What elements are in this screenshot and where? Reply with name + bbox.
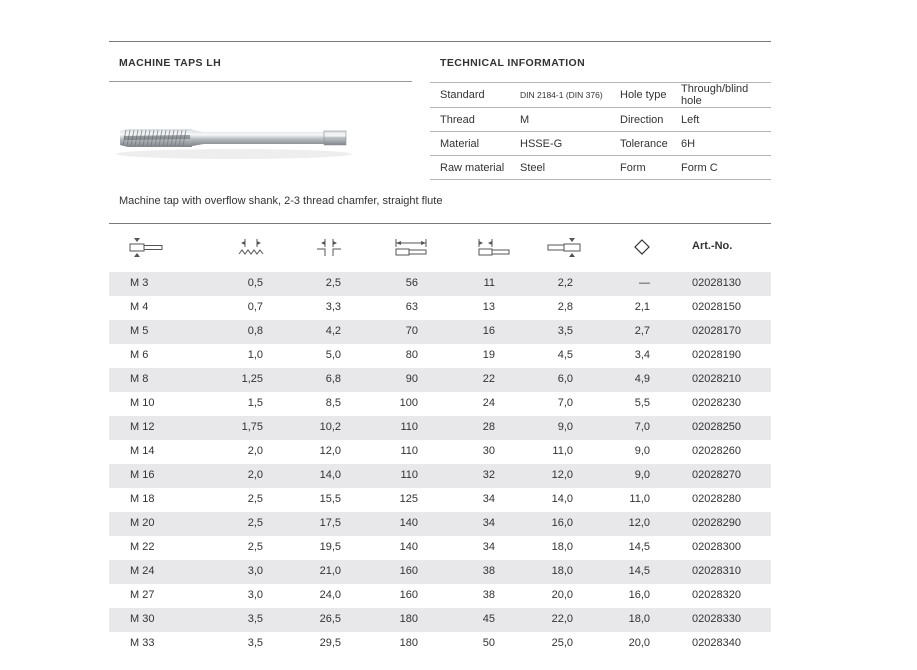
core-hole-icon — [316, 236, 342, 258]
cell-shank-diameter: 16,0 — [551, 517, 573, 529]
cell-size: M 8 — [130, 373, 149, 385]
pitch-icon — [238, 236, 266, 258]
cell-total-length: 90 — [405, 373, 418, 385]
cell-shank-diameter: 4,5 — [557, 349, 573, 361]
cell-thread-length: 34 — [482, 493, 495, 505]
cell-core-hole: 8,5 — [325, 397, 341, 409]
cell-total-length: 160 — [399, 565, 418, 577]
cell-size: M 22 — [130, 541, 155, 553]
size-table — [109, 272, 771, 656]
cell-pitch: 3,5 — [247, 613, 263, 625]
cell-pitch: 0,5 — [247, 277, 263, 289]
cell-shank-diameter: 12,0 — [551, 469, 573, 481]
table-row — [109, 464, 771, 488]
cell-square: 16,0 — [628, 589, 650, 601]
cell-total-length: 180 — [399, 637, 418, 649]
cell-thread-length: 24 — [482, 397, 495, 409]
cell-thread-length: 50 — [482, 637, 495, 649]
tech-row — [430, 132, 771, 156]
cell-thread-length: 38 — [482, 565, 495, 577]
cell-art-no: 02028190 — [692, 349, 741, 361]
cell-thread-length: 16 — [482, 325, 495, 337]
cell-shank-diameter: 25,0 — [551, 637, 573, 649]
table-row — [109, 632, 771, 656]
cell-size: M 30 — [130, 613, 155, 625]
cell-total-length: 110 — [400, 469, 418, 481]
cell-shank-diameter: 2,2 — [557, 277, 573, 289]
cell-art-no: 02028270 — [692, 469, 741, 481]
cell-total-length: 110 — [400, 421, 418, 433]
cell-square: — — [639, 277, 650, 289]
cell-square: 5,5 — [634, 397, 650, 409]
cell-total-length: 140 — [399, 517, 418, 529]
table-row — [109, 344, 771, 368]
table-row — [109, 560, 771, 584]
table-row — [109, 536, 771, 560]
cell-total-length: 180 — [399, 613, 418, 625]
tech-label: Tolerance — [620, 132, 681, 156]
tech-row — [430, 108, 771, 132]
cell-square: 3,4 — [634, 349, 650, 361]
table-row — [109, 416, 771, 440]
cell-square: 2,1 — [634, 301, 650, 313]
cell-core-hole: 21,0 — [319, 565, 341, 577]
thread-diameter-icon — [128, 236, 164, 258]
cell-size: M 4 — [130, 301, 149, 313]
cell-total-length: 80 — [405, 349, 418, 361]
cell-thread-length: 13 — [482, 301, 495, 313]
cell-core-hole: 2,5 — [325, 277, 341, 289]
cell-size: M 16 — [130, 469, 155, 481]
cell-art-no: 02028210 — [692, 373, 741, 385]
tech-value: Through/blind hole — [681, 83, 771, 108]
cell-size: M 10 — [130, 397, 155, 409]
cell-core-hole: 12,0 — [319, 445, 341, 457]
cell-total-length: 125 — [399, 493, 418, 505]
cell-pitch: 0,7 — [247, 301, 263, 313]
cell-thread-length: 34 — [482, 517, 495, 529]
cell-size: M 5 — [130, 325, 149, 337]
product-title: MACHINE TAPS LH — [119, 57, 222, 69]
cell-thread-length: 32 — [482, 469, 495, 481]
total-length-icon — [393, 236, 429, 258]
cell-shank-diameter: 14,0 — [551, 493, 573, 505]
cell-shank-diameter: 11,0 — [552, 445, 573, 457]
shank-diameter-icon — [546, 236, 582, 258]
cell-art-no: 02028280 — [692, 493, 741, 505]
cell-total-length: 140 — [399, 541, 418, 553]
cell-pitch: 3,5 — [247, 637, 263, 649]
cell-art-no: 02028290 — [692, 517, 741, 529]
cell-art-no: 02028170 — [692, 325, 741, 337]
cell-thread-length: 45 — [482, 613, 495, 625]
cell-square: 9,0 — [634, 469, 650, 481]
cell-pitch: 1,75 — [241, 421, 263, 433]
cell-core-hole: 15,5 — [319, 493, 341, 505]
cell-square: 7,0 — [634, 421, 650, 433]
cell-size: M 18 — [130, 493, 155, 505]
cell-pitch: 2,5 — [247, 493, 263, 505]
tech-label: Raw material — [430, 156, 520, 180]
cell-shank-diameter: 18,0 — [551, 541, 573, 553]
cell-shank-diameter: 6,0 — [557, 373, 573, 385]
cell-thread-length: 28 — [482, 421, 495, 433]
cell-total-length: 70 — [405, 325, 418, 337]
cell-core-hole: 14,0 — [319, 469, 341, 481]
tech-row — [430, 83, 771, 108]
cell-art-no: 02028250 — [692, 421, 741, 433]
table-row — [109, 440, 771, 464]
cell-core-hole: 4,2 — [325, 325, 341, 337]
table-row — [109, 296, 771, 320]
cell-art-no: 02028330 — [692, 613, 741, 625]
cell-art-no: 02028150 — [692, 301, 741, 313]
cell-art-no: 02028130 — [692, 277, 741, 289]
tech-label: Hole type — [620, 83, 681, 108]
tech-label: Direction — [620, 108, 681, 132]
cell-thread-length: 22 — [482, 373, 495, 385]
cell-art-no: 02028320 — [692, 589, 741, 601]
tech-row — [430, 156, 771, 180]
cell-shank-diameter: 3,5 — [557, 325, 573, 337]
cell-total-length: 110 — [400, 445, 418, 457]
cell-shank-diameter: 20,0 — [551, 589, 573, 601]
cell-size: M 12 — [130, 421, 155, 433]
cell-shank-diameter: 22,0 — [551, 613, 573, 625]
tech-value: Steel — [520, 156, 620, 180]
cell-pitch: 2,0 — [247, 469, 263, 481]
square-icon — [633, 236, 651, 258]
technical-info-table — [430, 82, 771, 180]
cell-core-hole: 10,2 — [319, 421, 341, 433]
product-description: Machine tap with overflow shank, 2-3 thread chamfer, straight flute — [119, 195, 443, 207]
cell-art-no: 02028300 — [692, 541, 741, 553]
cell-size: M 24 — [130, 565, 155, 577]
cell-thread-length: 38 — [482, 589, 495, 601]
cell-pitch: 2,0 — [247, 445, 263, 457]
cell-art-no: 02028230 — [692, 397, 741, 409]
cell-core-hole: 6,8 — [325, 373, 341, 385]
machine-tap-image — [114, 118, 354, 162]
cell-core-hole: 29,5 — [319, 637, 341, 649]
tech-value: Left — [681, 108, 771, 132]
cell-pitch: 1,0 — [247, 349, 263, 361]
cell-shank-diameter: 18,0 — [551, 565, 573, 577]
cell-square: 9,0 — [634, 445, 650, 457]
cell-size: M 6 — [130, 349, 149, 361]
cell-total-length: 63 — [405, 301, 418, 313]
cell-total-length: 160 — [399, 589, 418, 601]
cell-total-length: 56 — [405, 277, 418, 289]
table-row — [109, 320, 771, 344]
cell-pitch: 3,0 — [247, 565, 263, 577]
cell-size: M 20 — [130, 517, 155, 529]
cell-thread-length: 19 — [482, 349, 495, 361]
table-divider — [109, 223, 771, 224]
cell-square: 11,0 — [629, 493, 650, 505]
tech-value: 6H — [681, 132, 771, 156]
tech-label: Form — [620, 156, 681, 180]
cell-size: M 14 — [130, 445, 155, 457]
tech-label: Standard — [430, 83, 520, 108]
cell-shank-diameter: 7,0 — [557, 397, 573, 409]
cell-pitch: 3,0 — [247, 589, 263, 601]
cell-square: 14,5 — [628, 541, 650, 553]
cell-total-length: 100 — [399, 397, 418, 409]
table-row — [109, 488, 771, 512]
cell-core-hole: 26,5 — [319, 613, 341, 625]
cell-size: M 3 — [130, 277, 149, 289]
cell-thread-length: 11 — [483, 277, 495, 289]
cell-shank-diameter: 9,0 — [557, 421, 573, 433]
cell-thread-length: 30 — [482, 445, 495, 457]
tech-value: HSSE-G — [520, 132, 620, 156]
cell-pitch: 1,25 — [241, 373, 263, 385]
art-no-header: Art.-No. — [692, 240, 733, 252]
cell-pitch: 0,8 — [247, 325, 263, 337]
cell-art-no: 02028310 — [692, 565, 741, 577]
table-row — [109, 512, 771, 536]
tech-label: Thread — [430, 108, 520, 132]
table-row — [109, 584, 771, 608]
cell-pitch: 2,5 — [247, 541, 263, 553]
table-row — [109, 608, 771, 632]
cell-pitch: 1,5 — [247, 397, 263, 409]
tech-value: DIN 2184-1 (DIN 376) — [520, 83, 620, 108]
technical-title: TECHNICAL INFORMATION — [440, 57, 586, 69]
cell-core-hole: 17,5 — [319, 517, 341, 529]
cell-size: M 33 — [130, 637, 155, 649]
top-divider — [109, 41, 771, 42]
table-row — [109, 368, 771, 392]
cell-core-hole: 19,5 — [319, 541, 341, 553]
cell-square: 4,9 — [634, 373, 650, 385]
cell-art-no: 02028260 — [692, 445, 741, 457]
cell-core-hole: 5,0 — [325, 349, 341, 361]
cell-square: 20,0 — [628, 637, 650, 649]
cell-size: M 27 — [130, 589, 155, 601]
cell-square: 2,7 — [634, 325, 650, 337]
cell-core-hole: 24,0 — [319, 589, 341, 601]
tech-value: M — [520, 108, 620, 132]
cell-square: 12,0 — [628, 517, 650, 529]
cell-shank-diameter: 2,8 — [557, 301, 573, 313]
table-row — [109, 272, 771, 296]
cell-core-hole: 3,3 — [325, 301, 341, 313]
cell-pitch: 2,5 — [247, 517, 263, 529]
cell-thread-length: 34 — [482, 541, 495, 553]
cell-square: 14,5 — [628, 565, 650, 577]
title-divider — [109, 81, 412, 82]
thread-length-icon — [476, 236, 512, 258]
table-row — [109, 392, 771, 416]
cell-square: 18,0 — [628, 613, 650, 625]
cell-art-no: 02028340 — [692, 637, 741, 649]
tech-value: Form C — [681, 156, 771, 180]
tech-label: Material — [430, 132, 520, 156]
